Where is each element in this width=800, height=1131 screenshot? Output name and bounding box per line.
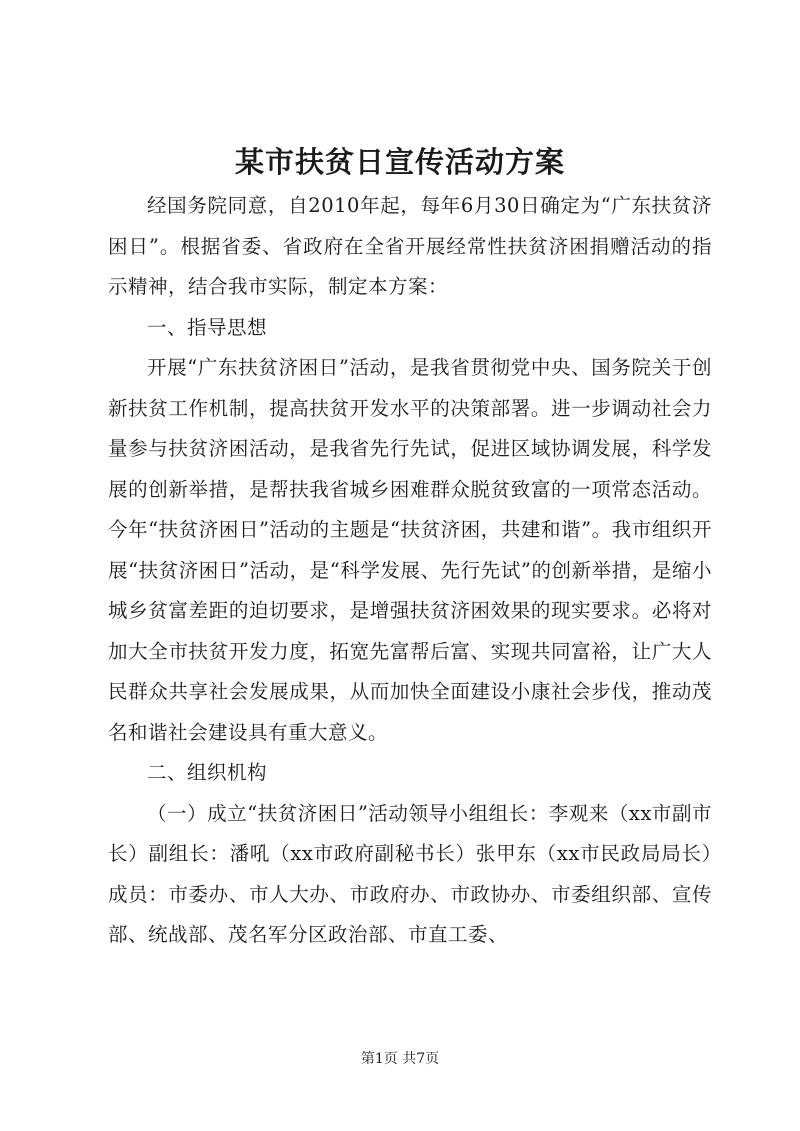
guiding-ideology-paragraph: 开展“广东扶贫济困日”活动，是我省贯彻党中央、国务院关于创新扶贫工作机制，提高扶贫开发水平的决策部署。进一步调动社会力量参与扶贫济困活动，是我省先行先试，促进区域协调发展，科学发展的创新举措，是帮扶我省城乡困难群众脱贫致富的一项常态活动。今年“扶贫济困日”活动的主题是“扶贫济困，共建和谐”。我市组织开展“扶贫济困日”活动，是“科学发展、先行先试”的创新举措，是缩小城乡贫富差距的迫切要求，是增强扶贫济困效果的现实要求。必将对加大全市扶贫开发力度，拓宽先富帮后富、实现共同富裕，让广大人民群众共享社会发展成果，从而加快全面建设小康社会步伐，推动茂名和谐社会建设具有重大意义。 (108, 356, 712, 744)
section-heading-guiding-ideology: 一、指导思想 (147, 315, 268, 339)
page-footer: 第1页 共7页 (360, 1051, 440, 1067)
document-title: 某市扶贫日宣传活动方案 (234, 145, 565, 179)
section-heading-organization: 二、组织机构 (147, 761, 268, 784)
organization-paragraph: （一）成立“扶贫济困日”活动领导小组组长：李观来（xx市副市长）副组长：潘吼（xx市政府副秘书长）张甲东（xx市民政局局长）成员：市委办、市人大办、市政府办、市政协办、市委组织部、宣传部、统战部、茂名军分区政治部、市直工委、 (108, 801, 712, 946)
intro-paragraph: 经国务院同意，自2010年起，每年6月30日确定为“广东扶贫济困日”。根据省委、省政府在全省开展经常性扶贫济困捐赠活动的指示精神，结合我市实际，制定本方案： (108, 194, 712, 298)
document-body (108, 186, 712, 956)
